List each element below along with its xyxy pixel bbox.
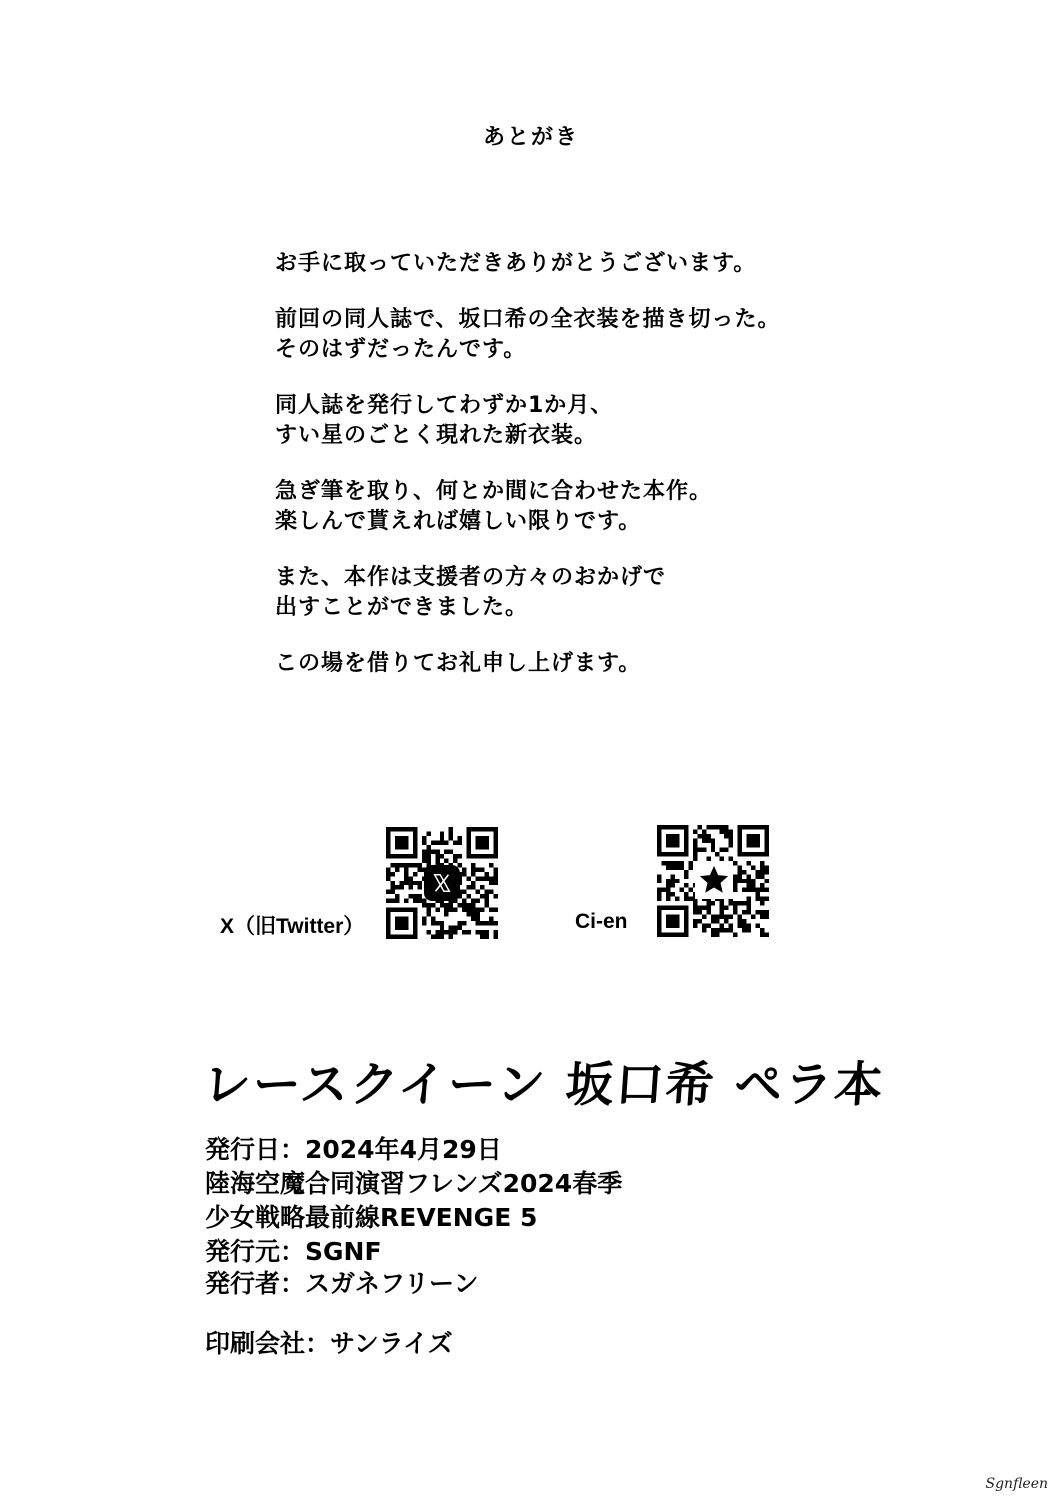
colophon-line: 発行者：スガネフリーン — [205, 1269, 479, 1298]
colophon-line: 陸海空魔合同演習フレンズ2024春季 — [205, 1169, 623, 1198]
artist-signature: Sgnfleen — [985, 1476, 1048, 1492]
book-title: レースクイーン 坂口希 ペラ本 — [200, 1057, 887, 1113]
afterword-line: すい星のごとく現れた新衣装。 — [275, 423, 598, 448]
afterword-line: この場を借りてお礼申し上げます。 — [275, 651, 642, 676]
afterword-line: 楽しんで貰えれば嬉しい限りです。 — [275, 509, 642, 534]
colophon-line: 発行日：2024年4月29日 — [205, 1135, 502, 1164]
x-logo-icon — [424, 865, 460, 901]
afterword-line: 前回の同人誌で、坂口希の全衣装を描き切った。 — [275, 307, 781, 332]
afterword-heading: あとがき — [482, 125, 579, 150]
ci-en-label: Ci-en — [575, 910, 628, 933]
star-icon — [695, 861, 733, 899]
afterword-line: お手に取っていただきありがとうございます。 — [275, 251, 757, 276]
afterword-line: そのはずだったんです。 — [275, 337, 527, 362]
colophon-line: 少女戦略最前線REVENGE 5 — [205, 1203, 538, 1232]
x-twitter-label: X（旧Twitter） — [220, 915, 365, 938]
afterword-line: 同人誌を発行してわずか1か月、 — [275, 393, 614, 418]
colophon-line: 発行元：SGNF — [205, 1237, 382, 1266]
afterword-line: また、本作は支援者の方々のおかげで — [275, 565, 667, 590]
colophon-line: 印刷会社：サンライズ — [205, 1329, 453, 1358]
afterword-line: 急ぎ筆を取り、何とか間に合わせた本作。 — [275, 479, 713, 504]
afterword-line: 出すことができました。 — [275, 595, 529, 620]
